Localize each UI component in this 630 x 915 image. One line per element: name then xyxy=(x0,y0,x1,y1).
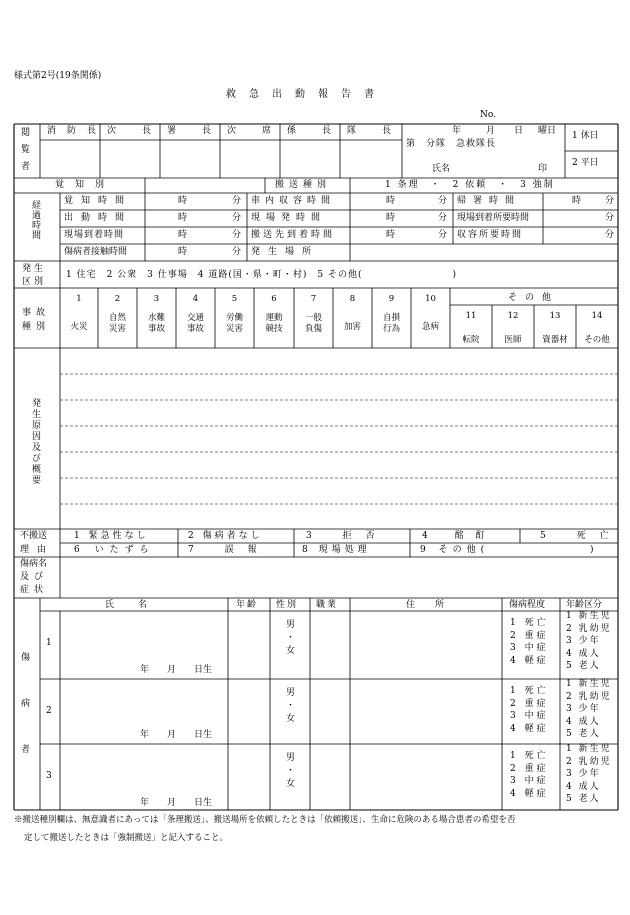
minute-mark: 分 xyxy=(232,230,242,240)
patient-sex-option: 男 xyxy=(286,688,296,698)
patient-severity-header: 傷病程度 xyxy=(509,600,546,610)
patient-row-number: 1 xyxy=(46,638,52,648)
time-contact: 傷病者接触時間 xyxy=(64,247,128,257)
accident-number: 3 xyxy=(153,294,160,304)
injury-name-label: 傷病名 xyxy=(20,559,48,569)
patient-severity-option: 1 死亡 xyxy=(510,751,549,761)
reviewer-station-chief: 署長 xyxy=(167,126,238,136)
elapsed-time-label: 経過時間 xyxy=(30,200,40,240)
patient-row-number: 3 xyxy=(46,771,52,781)
patient-sex-option: ・ xyxy=(286,701,296,711)
page-title: 救急出動報告書 xyxy=(226,89,387,100)
patient-age-class-option: 5 老人 xyxy=(566,661,601,671)
reason-urgent: 1 緊急性なし xyxy=(74,531,149,541)
accident-number: 6 xyxy=(271,294,277,304)
date-month: 月 xyxy=(486,126,496,136)
form-number: 様式第2号(19条関係) xyxy=(14,71,102,81)
patient-sex-header: 性別 xyxy=(276,600,299,610)
footnote-line-1: ※搬送種別欄は、無意識者にあっては「条理搬送」、搬送場所を依頼したときは「依頼搬送」、生命に危険のある場合患者の希望を否 xyxy=(14,815,516,825)
minute-mark: 分 xyxy=(438,230,448,240)
reason-other-close: ) xyxy=(590,545,594,555)
patient-severity-option: 1 死亡 xyxy=(510,618,549,628)
minute-mark: 分 xyxy=(438,213,448,223)
reviewers-label-1: 閲 xyxy=(21,128,31,138)
reviewers-label-2: 覧 xyxy=(21,145,31,155)
hour-mark: 時 xyxy=(386,196,396,206)
time-return: 帰署時間 xyxy=(457,196,522,206)
reason-prank: 6 いたずら xyxy=(74,545,155,555)
time-to-scene: 現場到着所要時間 xyxy=(457,213,530,223)
patient-severity-option: 4 軽症 xyxy=(510,655,549,666)
reviewer-second: 次席 xyxy=(227,126,298,136)
accident-other-number: 14 xyxy=(591,311,603,321)
hour-mark: 時 xyxy=(178,230,188,240)
patient-severity-option: 2 重症 xyxy=(510,698,549,709)
report-number-label: No. xyxy=(480,110,496,120)
patient-sex-option: ・ xyxy=(286,633,296,643)
reason-other: 9 その他( xyxy=(420,545,490,555)
awareness-label: 覚知別 xyxy=(55,180,116,190)
non-transport-reason-label: 理由 xyxy=(20,545,55,555)
patients-label-3: 者 xyxy=(21,745,31,755)
accident-type: 運動競技 xyxy=(265,313,283,335)
date-day: 日 xyxy=(514,126,524,136)
reason-death: 5 死亡 xyxy=(540,531,623,541)
accident-number: 10 xyxy=(425,294,436,304)
patient-birthdate: 年 月 日生 xyxy=(140,665,213,675)
time-destination-arrival: 搬送先到着時間 xyxy=(251,230,336,240)
reviewer-section-chief: 係長 xyxy=(287,126,358,136)
transport-type-label: 搬送種別 xyxy=(275,180,332,190)
patient-severity-option: 1 死亡 xyxy=(510,686,549,696)
hour-mark: 時 xyxy=(178,247,188,257)
patient-age-class-option: 2 乳幼児 xyxy=(566,691,612,702)
patient-severity-option: 3 中症 xyxy=(510,711,549,721)
accident-type: 火災 xyxy=(70,322,88,332)
patient-severity-option: 2 重症 xyxy=(510,763,549,774)
time-scene-departure: 現場発時間 xyxy=(251,213,327,223)
patient-age-class-option: 2 乳幼児 xyxy=(566,623,612,634)
patient-age-class-option: 1 新生児 xyxy=(566,744,612,754)
minute-mark: 分 xyxy=(232,247,242,257)
patients-label-1: 傷 xyxy=(21,653,31,663)
patient-sex-option: 男 xyxy=(286,620,296,630)
reason-drunk: 4 酩酊 xyxy=(422,531,497,541)
patient-sex-option: 女 xyxy=(286,779,296,789)
minute-mark: 分 xyxy=(232,213,242,223)
reason-onsite: 8 現場処理 xyxy=(302,545,371,555)
time-accommodation: 収容所要時間 xyxy=(457,230,524,240)
patient-age-class-option: 2 乳幼児 xyxy=(566,756,612,767)
injury-and-label: 及び xyxy=(20,572,49,582)
patient-severity-option: 3 中症 xyxy=(510,776,549,786)
accident-type: 急病 xyxy=(421,322,439,332)
accident-number: 8 xyxy=(349,294,356,304)
patient-age-class-option: 5 老人 xyxy=(566,729,601,739)
patient-age-class-option: 3 少年 xyxy=(566,636,601,646)
minute-mark: 分 xyxy=(605,196,615,206)
non-transport-label: 不搬送 xyxy=(20,531,48,541)
time-awareness: 覚知時間 xyxy=(64,196,133,206)
reviewer-captain: 隊長 xyxy=(347,126,418,136)
patient-severity-option: 4 軽症 xyxy=(510,723,549,734)
reason-no-patient: 2 傷病者なし xyxy=(188,531,263,541)
accident-number: 5 xyxy=(231,294,238,304)
patient-age-class-option: 5 老人 xyxy=(566,794,601,804)
patient-birthdate: 年 月 日生 xyxy=(140,798,213,808)
accident-number: 9 xyxy=(388,294,395,304)
patient-severity-option: 4 軽症 xyxy=(510,788,549,799)
date-year: 年 xyxy=(452,126,462,136)
accident-other-type: 医師 xyxy=(504,335,522,345)
accident-other-type: 資器材 xyxy=(542,335,568,345)
day-type-holiday: 1 休日 xyxy=(572,131,599,141)
patients-label-2: 病 xyxy=(21,699,31,709)
leader-name-label: 氏名 xyxy=(432,164,451,174)
accident-other-label: その他 xyxy=(508,293,560,303)
accident-type: 加害 xyxy=(343,322,361,332)
accident-type: 自然災害 xyxy=(108,313,126,335)
seal-label: 印 xyxy=(538,164,548,174)
hour-mark: 時 xyxy=(386,213,396,223)
accident-other-number: 11 xyxy=(465,311,477,321)
accident-number: 4 xyxy=(192,294,199,304)
patient-sex-option: ・ xyxy=(286,766,296,776)
hour-mark: 時 xyxy=(386,230,396,240)
patient-name-header: 氏名 xyxy=(105,600,172,610)
accident-type: 一般負傷 xyxy=(304,313,322,335)
injury-symptom-label: 症状 xyxy=(20,585,49,595)
date-weekday: 曜日 xyxy=(538,126,557,136)
day-type-weekday: 2 平日 xyxy=(572,158,599,168)
patient-row-number: 2 xyxy=(46,706,52,716)
reason-refusal: 3 拒否 xyxy=(306,531,389,541)
patient-age-class-option: 4 成人 xyxy=(566,716,601,727)
accident-type: 自損行為 xyxy=(382,313,400,335)
reviewers-label-3: 者 xyxy=(21,162,31,172)
patient-address-header: 住所 xyxy=(406,600,465,610)
minute-mark: 分 xyxy=(605,230,615,240)
patient-age-class-option: 3 少年 xyxy=(566,704,601,714)
accident-number: 7 xyxy=(310,294,317,304)
accident-type: 交通事故 xyxy=(186,313,204,335)
cause-summary-label: 発生原因及び概要 xyxy=(30,398,40,486)
accident-other-number: 13 xyxy=(549,311,561,321)
patient-age-class-option: 3 少年 xyxy=(566,769,601,779)
accident-other-number: 12 xyxy=(507,311,519,321)
accident-number: 1 xyxy=(76,294,82,304)
minute-mark: 分 xyxy=(438,196,448,206)
patient-age-class-option: 4 成人 xyxy=(566,781,601,792)
patient-age-class-header: 年齢区分 xyxy=(566,600,603,610)
accident-type: 水難事故 xyxy=(147,313,165,335)
team-leader-label: 第 分隊 急救隊長 xyxy=(406,139,497,149)
accident-number: 2 xyxy=(114,294,121,304)
patient-sex-option: 女 xyxy=(286,646,296,656)
accident-type: 労働災害 xyxy=(225,313,243,335)
patient-job-header: 職業 xyxy=(316,600,339,610)
incident-location-label: 発生場所 xyxy=(251,247,320,257)
occurrence-label: 発生区別 xyxy=(22,264,47,288)
hour-mark: 時 xyxy=(572,196,582,206)
patient-age-header: 年齢 xyxy=(236,600,259,610)
patient-severity-option: 2 重症 xyxy=(510,630,549,641)
patient-sex-option: 女 xyxy=(286,714,296,724)
minute-mark: 分 xyxy=(232,196,242,206)
time-loading: 車内収容時間 xyxy=(251,196,336,206)
patient-age-class-option: 1 新生児 xyxy=(566,679,612,689)
accident-other-type: 転院 xyxy=(462,335,480,345)
occurrence-options: 1 住宅 2 公衆 3 仕事場 4 道路(国・県・町・村) 5 その他( ) xyxy=(66,270,457,280)
patient-age-class-option: 1 新生児 xyxy=(566,611,612,621)
patient-birthdate: 年 月 日生 xyxy=(140,730,213,740)
accident-type-label: 事故種別 xyxy=(22,308,51,332)
hour-mark: 時 xyxy=(178,196,188,206)
patient-age-class-option: 4 成人 xyxy=(566,648,601,659)
accident-other-type: その他 xyxy=(584,335,610,345)
reason-false-report: 7 誤報 xyxy=(188,545,271,555)
time-dispatch: 出動時間 xyxy=(64,213,133,223)
reviewer-fire-chief: 消防長 xyxy=(47,126,108,136)
transport-type-options: 1 条理 ・ 2 依頼 ・ 3 強制 xyxy=(385,180,555,190)
reviewer-deputy: 次長 xyxy=(107,126,178,136)
minute-mark: 分 xyxy=(605,213,615,223)
patient-sex-option: 男 xyxy=(286,753,296,763)
footnote-line-2: 定して搬送したときは「強制搬送」と記入すること。 xyxy=(24,833,229,843)
time-arrival: 現場到着時間 xyxy=(64,230,125,240)
hour-mark: 時 xyxy=(178,213,188,223)
patient-severity-option: 3 中症 xyxy=(510,643,549,653)
